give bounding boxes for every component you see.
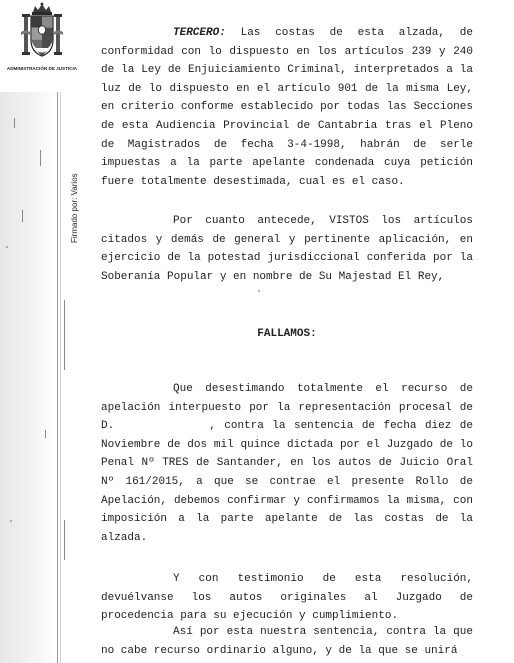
spain-coat-of-arms-icon bbox=[20, 2, 64, 66]
paragraph-ruling bbox=[101, 380, 473, 547]
paragraph-costs-text: Las costas de esta alzada, de conformidad con lo dispuesto en los artículos 239 y 240 de la Ley de Enjuiciamiento Criminal, interpretados a la luz de lo dispuesto en el artículo 901 de la misma Ley, en criterio conforme establecido por todas las Secciones de esta Audiencia Provincial de Cantabria tras el Pleno de Magistrados de fecha 3-4-1998, habrán de serle impuestas a la parte apelante condenada cuya petición fuere totalmente desestimada, cual es el caso. bbox=[101, 27, 473, 188]
scan-artifact bbox=[64, 520, 65, 560]
scan-artifact bbox=[40, 150, 41, 166]
paragraph-costs bbox=[101, 24, 473, 191]
scan-artifact bbox=[14, 118, 15, 128]
paragraph-grounds-text: Por cuanto antecede, VISTOS los artículos citados y demás de general y pertinente aplicación, en ejercicio de la potestad jurisdiccional conferida por la Soberanía Popular y en nombre de Su Majestad El Rey, bbox=[101, 215, 473, 283]
paragraph-return bbox=[101, 570, 473, 626]
scan-artifact bbox=[22, 210, 23, 222]
ruling-heading: FALLAMOS: bbox=[257, 328, 317, 340]
paragraph-grounds bbox=[101, 212, 473, 286]
binding-edge-line-inner bbox=[60, 92, 61, 663]
signature-stamp-label: Firmado por: Varios bbox=[70, 173, 79, 243]
paragraph-return-text: Y con testimonio de esta resolución, devuélvanse los autos originales al Juzgado de procedencia para su ejecución y cumplimiento. bbox=[101, 573, 473, 623]
scan-artifact bbox=[10, 520, 12, 522]
paragraph-ruling-text-a: Que desestimando totalmente el recurso de apelación interpuesto por la representación procesal de D. bbox=[101, 383, 473, 433]
paragraph-ruling-text-b: , contra la sentencia de fecha diez de Noviembre de dos mil quince dictada por el Juzgado de lo Penal Nº TRES de Santander, en los autos de Juicio Oral Nº 161/2015, a que se contrae el presente Rollo de Apelación, debemos confirmar y confirmamos la misma, con imposición a la parte apelante de las costas de la alzada. bbox=[101, 420, 473, 544]
binding-edge-shadow bbox=[0, 92, 58, 663]
scan-artifact bbox=[64, 300, 65, 370]
scan-artifact bbox=[45, 430, 46, 438]
scan-artifact bbox=[6, 246, 8, 248]
paragraph-closing bbox=[101, 623, 473, 660]
scan-artifact bbox=[258, 290, 260, 292]
section-lead: TERCERO: bbox=[173, 27, 226, 39]
binding-edge-line bbox=[57, 92, 58, 663]
institution-label: ADMINISTRACIÓN DE JUSTICIA bbox=[6, 66, 78, 71]
paragraph-closing-text: Así por esta nuestra sentencia, contra la que no cabe recurso ordinario alguno, y de la que se unirá bbox=[101, 626, 473, 657]
